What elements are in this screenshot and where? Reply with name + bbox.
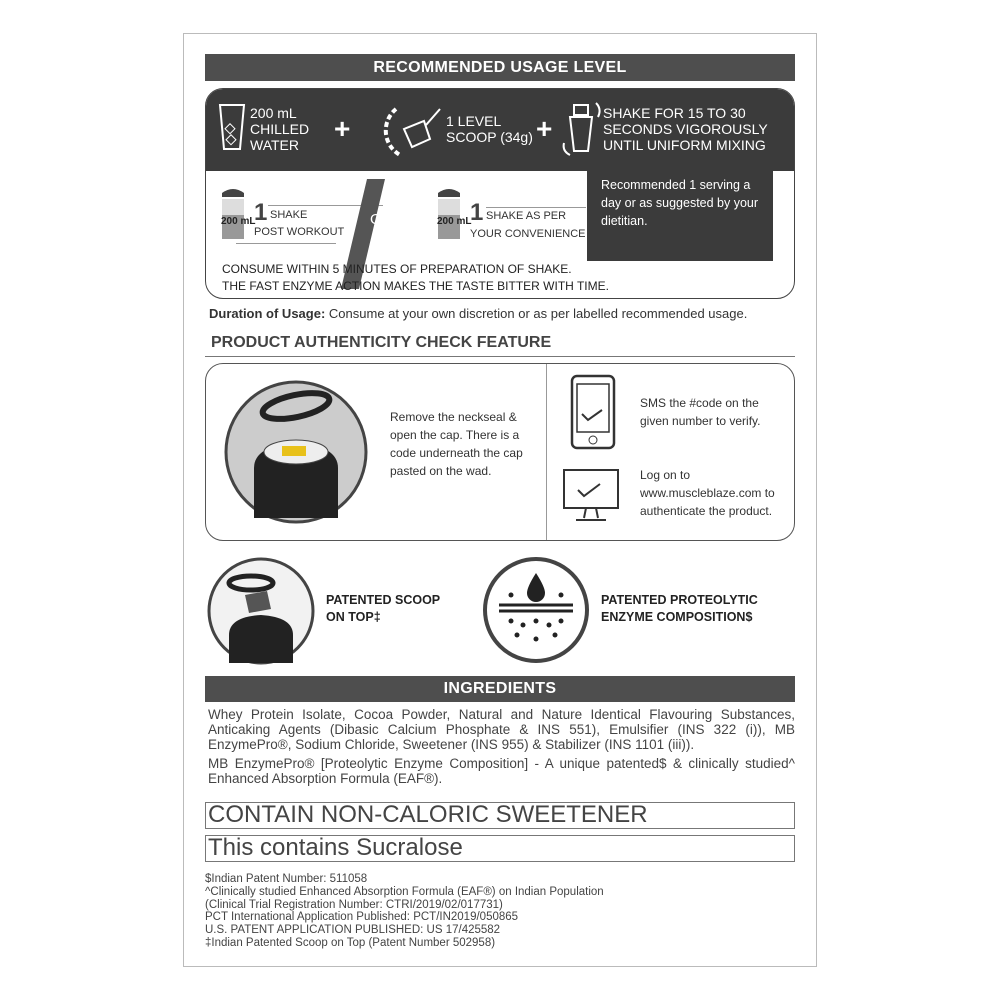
footnotes bbox=[205, 873, 604, 950]
option2-count: 1 bbox=[470, 199, 484, 226]
option1-line1: SHAKE bbox=[270, 209, 308, 221]
jar-cap-icon bbox=[218, 372, 380, 526]
usage-steps bbox=[206, 89, 794, 171]
phone-icon bbox=[570, 374, 616, 450]
usage-header: RECOMMENDED USAGE LEVEL bbox=[205, 54, 795, 81]
divider bbox=[546, 364, 547, 540]
step-sms-text: SMS the #code on the given number to verify. bbox=[640, 396, 761, 428]
footnote: ^Clinically studied Enhanced Absorption Formula (EAF®) on Indian Population bbox=[205, 885, 604, 898]
ingredients-header: INGREDIENTS bbox=[205, 676, 795, 702]
shaker-bottle-icon bbox=[434, 187, 464, 241]
sweetener-warning: CONTAIN NON-CALORIC SWEETENER bbox=[205, 802, 795, 829]
patented-enzyme-label: PATENTED PROTEOLYTIC ENZYME COMPOSITION$ bbox=[601, 593, 758, 624]
footnote: $Indian Patent Number: 511058 bbox=[205, 873, 368, 885]
warning-line2: THE FAST ENZYME ACTION MAKES THE TASTE BITTER WITH TIME. bbox=[222, 279, 609, 293]
option2-line2: YOUR CONVENIENCE bbox=[470, 228, 586, 240]
footnote: PCT International Application Published: PCT/IN2019/050865 bbox=[205, 911, 519, 924]
footnote: ‡Indian Patented Scoop on Top (Patent Number 502958) bbox=[205, 936, 496, 949]
shake-line1: SHAKE FOR 15 TO 30 bbox=[603, 105, 746, 121]
duration-of-usage bbox=[209, 306, 747, 321]
shake-line3: UNTIL UNIFORM MIXING bbox=[603, 137, 766, 153]
shaker-icon bbox=[562, 99, 602, 159]
recommendation-box: Recommended 1 serving a day or as suggested by your dietitian. bbox=[587, 166, 773, 261]
scoop-on-top-icon bbox=[205, 555, 317, 667]
usage-box bbox=[205, 88, 795, 299]
plus-sign: + bbox=[536, 113, 553, 144]
ingredients-list bbox=[208, 707, 795, 786]
water-line2: CHILLED bbox=[250, 121, 310, 137]
duration-label: Duration of Usage: bbox=[209, 306, 326, 321]
shake-line2: SECONDS VIGOROUSLY bbox=[603, 121, 768, 137]
sucralose-note: This contains Sucralose bbox=[205, 835, 795, 862]
option1-count: 1 bbox=[254, 199, 268, 226]
or-label: OR bbox=[370, 211, 393, 228]
footnote: (Clinical Trial Registration Number: CTRI/2019/02/017731) bbox=[205, 898, 503, 911]
water-amount: 200 mL bbox=[250, 105, 297, 121]
scoop-icon bbox=[382, 101, 442, 159]
step-cap-text: Remove the neckseal & open the cap. There is a code underneath the cap pasted on the wad. bbox=[390, 410, 523, 478]
warning-line1: CONSUME WITHIN 5 MINUTES OF PREPARATION OF SHAKE. bbox=[222, 262, 572, 276]
scoop-line1: 1 LEVEL bbox=[446, 113, 502, 129]
computer-icon bbox=[562, 468, 620, 524]
shaker-bottle-icon bbox=[218, 187, 248, 241]
bottle-label: 200 mL bbox=[221, 216, 256, 227]
authenticity-box bbox=[205, 363, 795, 541]
enzyme-icon bbox=[481, 555, 591, 665]
option1-line2: POST WORKOUT bbox=[254, 226, 345, 238]
glass-icon bbox=[218, 103, 246, 151]
authenticity-header: PRODUCT AUTHENTICITY CHECK FEATURE bbox=[211, 334, 552, 351]
option2-line1: SHAKE AS PER bbox=[486, 210, 567, 222]
footnote: U.S. PATENT APPLICATION PUBLISHED: US 17/425582 bbox=[205, 924, 501, 937]
patented-scoop-label: PATENTED SCOOP ON TOP‡ bbox=[326, 593, 440, 624]
water-line3: WATER bbox=[250, 137, 299, 153]
plus-sign: + bbox=[334, 113, 351, 144]
step-web-text: Log on to www.muscleblaze.com to authenticate the product. bbox=[640, 468, 775, 518]
divider bbox=[205, 356, 795, 357]
divider bbox=[236, 243, 336, 244]
scoop-line2: SCOOP (34g) bbox=[446, 129, 533, 145]
ingredients-text: Whey Protein Isolate, Cocoa Powder, Natural and Nature Identical Flavouring Substances, Anticaking Agents (Dibasic Calcium Phosphate & INS 551), Emulsifier (INS 322 (i)), MB EnzymePro®, Sodium Chloride, Sweetener (INS 955) & Stabilizer (INS 1101 (iii)). bbox=[208, 707, 795, 752]
bottle-label: 200 mL bbox=[437, 216, 472, 227]
duration-text: Consume at your own discretion or as per labelled recommended usage. bbox=[328, 306, 748, 321]
enzymepro-note: MB EnzymePro® [Proteolytic Enzyme Composition] - A unique patented$ & clinically studied^ Enhanced Absorption Formula (EAF®). bbox=[208, 756, 795, 786]
divider bbox=[486, 207, 586, 208]
